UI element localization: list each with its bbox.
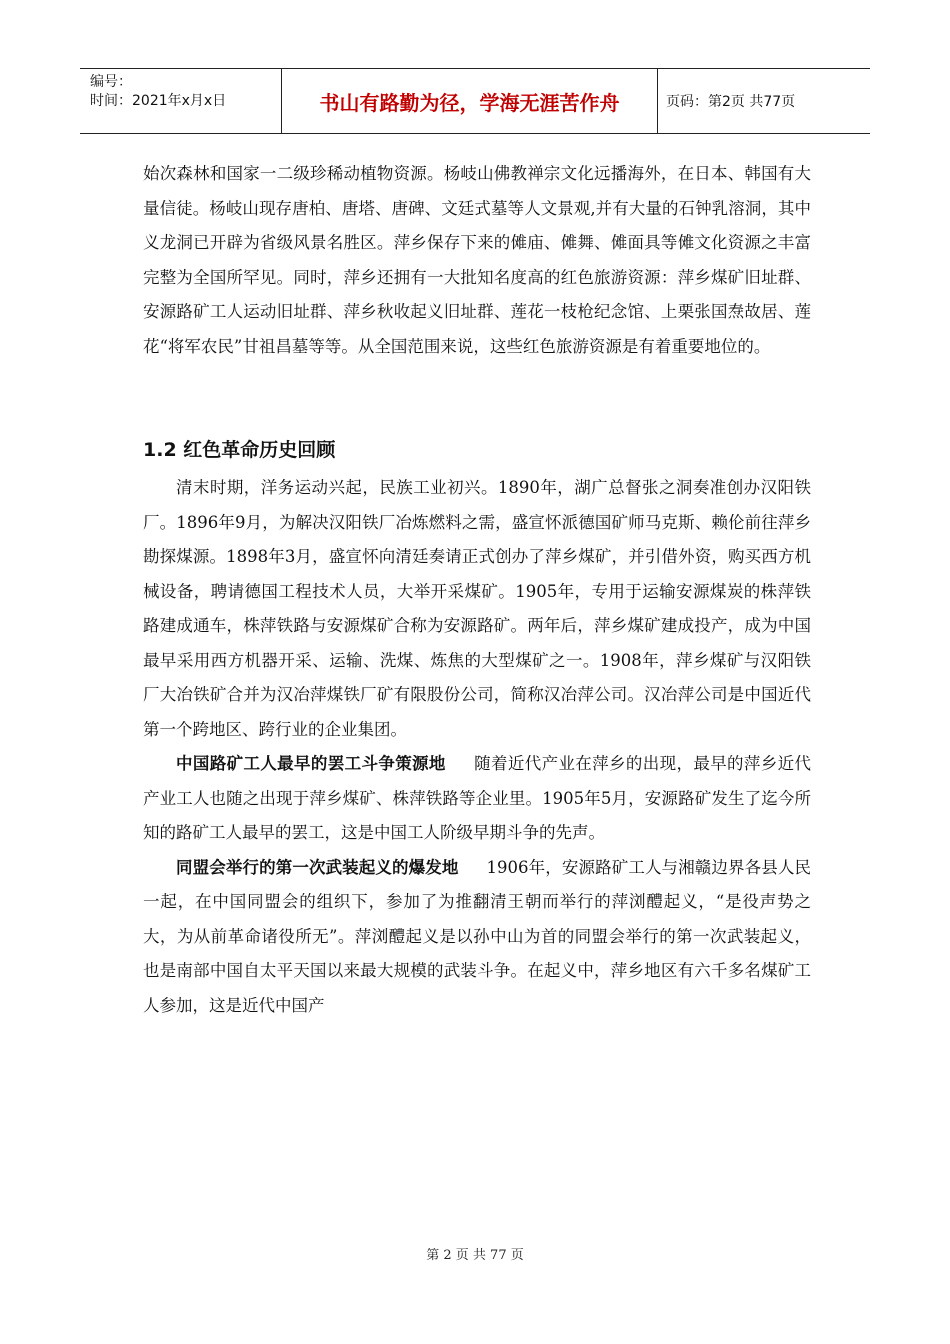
document-body (143, 157, 811, 1023)
paragraph: 清末时期，洋务运动兴起，民族工业初兴。1890年，湖广总督张之洞奏准创办汉阳铁厂。1896年9月，为解决汉阳铁厂冶炼燃料之需，盛宣怀派德国矿师马克斯、赖伦前往萍乡勘探煤源。1898年3月，盛宣怀向清廷奏请正式创办了萍乡煤矿，并引借外资，购买西方机械设备，聘请德国工程技术人员，大举开采煤矿。1905年，专用于运输安源煤炭的株萍铁路建成通车，株萍铁路与安源煤矿合称为安源路矿。两年后，萍乡煤矿建成投产，成为中国最早采用西方机器开采、运输、洗煤、炼焦的大型煤矿之一。1908年，萍乡煤矿与汉阳铁厂大冶铁矿合并为汉冶萍煤铁厂矿有限股份公司，简称汉冶萍公司。汉冶萍公司是中国近代第一个跨地区、跨行业的企业集团。 (143, 478, 811, 739)
header-motto: 书山有路勤为径，学海无涯苦作舟 (282, 69, 658, 133)
page-footer: 第 2 页 共 77 页 (426, 1248, 524, 1263)
paragraph (143, 851, 811, 1024)
number-label: 编号： (90, 74, 132, 90)
paragraph (143, 747, 811, 851)
paragraph-text: 随着近代产业在萍乡的出现，最早的萍乡近代产业工人也随之出现于萍乡煤矿、株萍铁路等企业里。1905年5月，安源路矿发生了迄今所知的路矿工人最早的罢工，这是中国工人阶级早期斗争的先声。 (143, 754, 812, 842)
date-label: 时间：2021年x月x日 (90, 93, 227, 109)
paragraph-text: 1906年，安源路矿工人与湘赣边界各县人民一起，在中国同盟会的组织下，参加了为推翻清王朝而举行的萍浏醴起义，“是役声势之大，为从前革命诸役所无”。萍浏醴起义是以孙中山为首的同盟会举行的第一次武装起义，也是南部中国自太平天国以来最大规模的武装斗争。在起义中，萍乡地区有六千多名煤矿工人参加，这是近代中国产 (143, 857, 811, 1015)
paragraph-lead: 中国路矿工人最早的罢工斗争策源地 (176, 754, 446, 773)
page-header (80, 68, 870, 134)
header-meta (80, 69, 282, 133)
section-heading: 1.2 红色革命历史回顾 (143, 439, 336, 461)
paragraph-lead: 同盟会举行的第一次武装起义的爆发地 (176, 857, 459, 877)
header-page-info: 页码：第2页 共77页 (666, 94, 796, 110)
paragraph: 始次森林和国家一二级珍稀动植物资源。杨岐山佛教禅宗文化远播海外，在日本、韩国有大量信徒。杨岐山现存唐柏、唐塔、唐碑、文廷式墓等人文景观,并有大量的石钟乳溶洞，其中义龙洞已开辟为省级风景名胜区。萍乡保存下来的傩庙、傩舞、傩面具等傩文化资源之丰富完整为全国所罕见。同时，萍乡还拥有一大批知名度高的红色旅游资源：萍乡煤矿旧址群、安源路矿工人运动旧址群、萍乡秋收起义旧址群、莲花一枝枪纪念馆、上栗张国焘故居、莲花“将军农民”甘祖昌墓等等。从全国范围来说，这些红色旅游资源是有着重要地位的。 (143, 164, 811, 356)
